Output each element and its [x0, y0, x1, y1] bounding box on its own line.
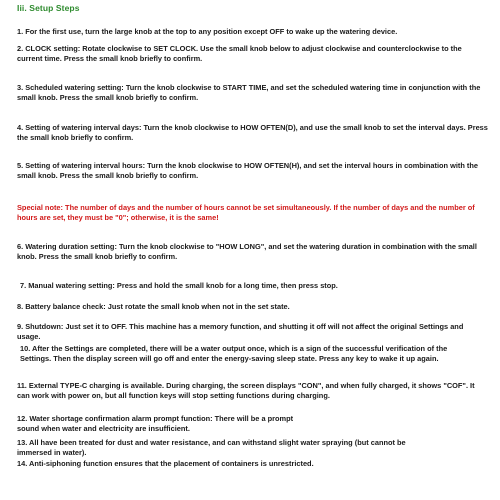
step-9: 9. Shutdown: Just set it to OFF. This machine has a memory function, and shutting it off will not affect the original Settings and usage. — [17, 322, 464, 341]
step-2: 2. CLOCK setting: Rotate clockwise to SET CLOCK. Use the small knob below to adjust clockwise and counterclockwise to the current time. Press the small knob briefly to confirm. — [17, 44, 462, 63]
step-14: 14. Anti-siphoning function ensures that the placement of containers is unrestricted. — [17, 459, 314, 468]
step-7: 7. Manual watering setting: Press and hold the small knob for a long time, then press stop. — [20, 281, 338, 290]
step-4: 4. Setting of watering interval days: Turn the knob clockwise to HOW OFTEN(D), and use the small knob to set the interval days. Press the small knob briefly to confirm. — [17, 123, 488, 142]
step-11: 11. External TYPE-C charging is available. During charging, the screen displays "CON", and when fully charged, it shows "COF". It can work with power on, but all function keys will stop setting functions during charging. — [17, 381, 475, 400]
step-5: 5. Setting of watering interval hours: Turn the knob clockwise to HOW OFTEN(H), and set the interval hours in combination with the small knob. Press the small knob briefly to confirm. — [17, 161, 478, 180]
step-3: 3. Scheduled watering setting: Turn the knob clockwise to START TIME, and set the scheduled watering time in conjunction with the small knob. Press the small knob briefly to confirm. — [17, 83, 481, 102]
step-1: 1. For the first use, turn the large knob at the top to any position except OFF to wake up the watering device. — [17, 27, 398, 36]
step-8: 8. Battery balance check: Just rotate the small knob when not in the set state. — [17, 302, 290, 311]
step-13: 13. All have been treated for dust and water resistance, and can withstand slight water spraying (but cannot be immersed in water). — [17, 438, 406, 457]
step-6: 6. Watering duration setting: Turn the knob clockwise to "HOW LONG", and set the watering duration in combination with the small knob. Press the small knob briefly to confirm. — [17, 242, 477, 261]
special-note: Special note: The number of days and the number of hours cannot be set simultaneously. If the number of days and the number of hours are set, they must be "0"; otherwise, it is the same! — [17, 203, 475, 222]
section-heading: Iii. Setup Steps — [17, 3, 80, 13]
step-10: 10. After the Settings are completed, there will be a water output once, which is a sign of the successful verification of the Settings. Then the display screen will go off and enter the energy-saving sleep state. Press any key to wake it up again. — [20, 344, 448, 363]
step-12: 12. Water shortage confirmation alarm prompt function: There will be a prompt sound when water and electricity are insufficient. — [17, 414, 294, 433]
